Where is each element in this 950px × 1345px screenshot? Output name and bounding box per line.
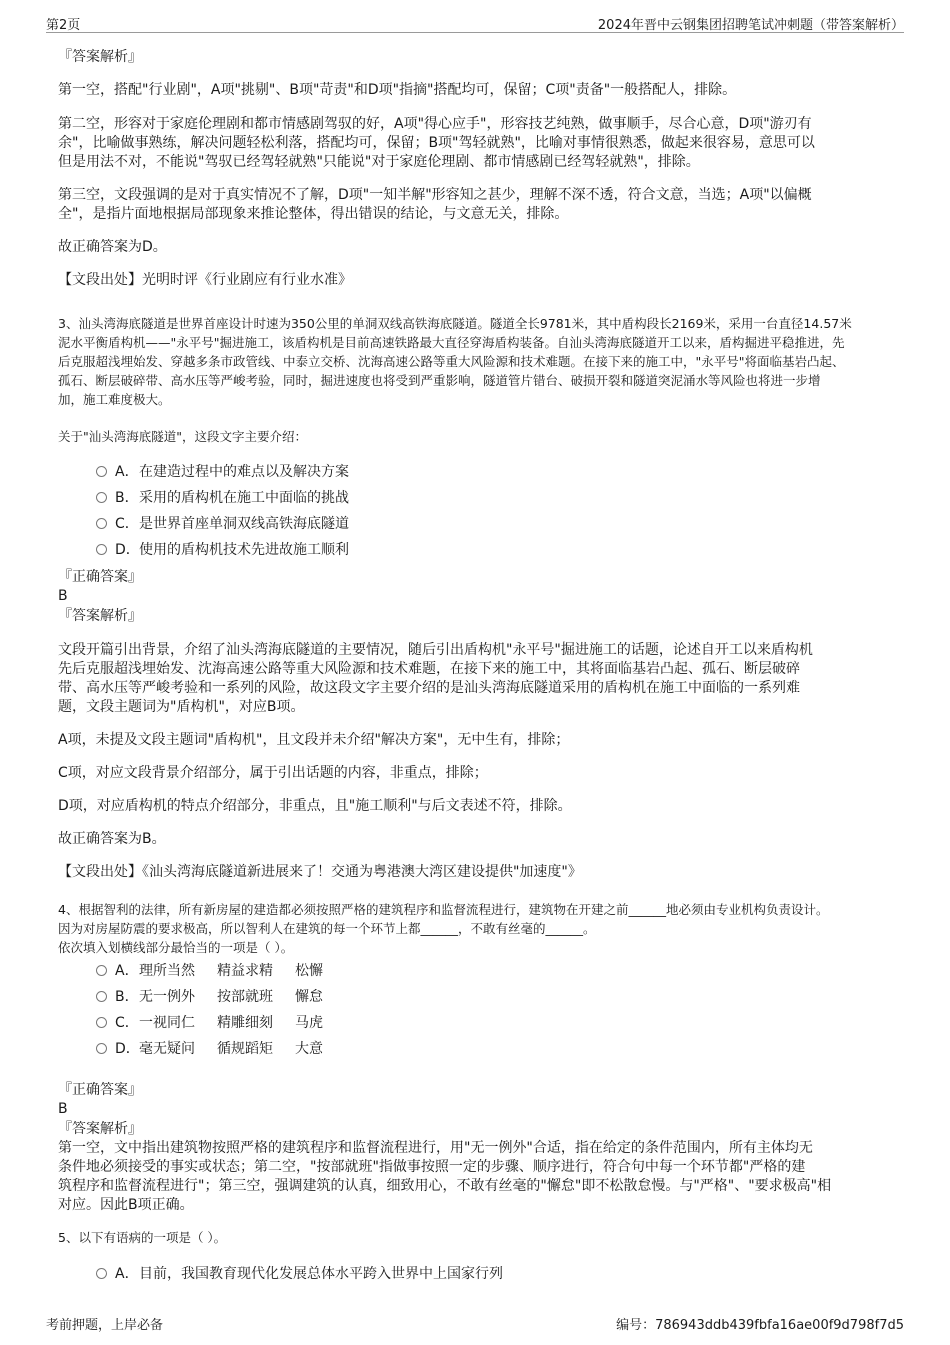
radio-icon[interactable] [96, 991, 107, 1002]
question-stem: 4、根据智利的法律，所有新房屋的建造都必须按照严格的建筑程序和监督流程进行，建筑物在开建之前______地必须由专业机构负责设计。 [58, 902, 829, 917]
analysis-paragraph: 文段开篇引出背景，介绍了汕头湾海底隧道的主要情况，随后引出盾构机"永平号"掘进施工的话题，论述自开工以来盾构机 [58, 642, 813, 658]
option-b[interactable]: B．采用的盾构机在施工中面临的挑战 [96, 489, 349, 508]
analysis-paragraph: 第一空，搭配"行业剧"，A项"挑剔"、B项"苛责"和D项"指摘"搭配均可，保留；C项"责备"一般搭配人，排除。 [58, 82, 737, 98]
radio-icon[interactable] [96, 544, 107, 555]
question-prompt: 依次填入划横线部分最恰当的一项是（ ）。 [58, 940, 294, 955]
analysis-paragraph: 条件地必须接受的事实或状态；第二空，"按部就班"指做事按照一定的步骤、顺序进行，符合句中每一个环节都"严格的建 [58, 1159, 806, 1175]
analysis-paragraph: 筑程序和监督流程进行"；第三空，强调建筑的认真，细致用心，不敢有丝毫的"懈怠"即不松散怠慢。与"严格"、"要求极高"相 [58, 1178, 832, 1194]
question-stem: 泥水平衡盾构机——"永平号"掘进施工，该盾构机是目前高速铁路最大直径穿海盾构装备。自汕头湾海底隧道开工以来，盾构掘进平稳推进，先 [58, 335, 845, 350]
analysis-paragraph: D项，对应盾构机的特点介绍部分，非重点，且"施工顺利"与后文表述不符，排除。 [58, 798, 572, 814]
question-stem: 加，施工难度极大。 [58, 392, 171, 407]
analysis-paragraph: A项，未提及文段主题词"盾构机"，且文段并未介绍"解决方案"，无中生有，排除； [58, 732, 570, 748]
answer-conclusion: 故正确答案为B。 [58, 831, 166, 847]
analysis-label: 『答案解析』 [58, 1121, 142, 1137]
question-stem: 孤石、断层破碎带、高水压等严峻考验，同时，掘进速度也将受到严重影响，隧道管片错台、破损开裂和隧道突泥涌水等风险也将进一步增 [58, 373, 821, 388]
option-c[interactable]: C．一视同仁 精雕细刻 马虎 [96, 1014, 323, 1033]
analysis-paragraph: 第一空，文中指出建筑物按照严格的建筑程序和监督流程进行，用"无一例外"合适，指在给定的条件范围内，所有主体均无 [58, 1140, 813, 1156]
analysis-paragraph: 第三空，文段强调的是对于真实情况不了解，D项"一知半解"形容知之甚少，理解不深不透，符合文意，当选；A项"以偏概 [58, 187, 812, 203]
radio-icon[interactable] [96, 965, 107, 976]
radio-icon[interactable] [96, 518, 107, 529]
footer-slogan: 考前押题，上岸必备 [46, 1318, 164, 1333]
option-a[interactable]: A．理所当然 精益求精 松懈 [96, 962, 323, 981]
analysis-paragraph: 余"，比喻做事熟练，解决问题轻松利落，搭配均可，保留；B项"驾轻就熟"，比喻对事情很熟悉，做起来很容易，意思可以 [58, 135, 815, 151]
source-citation: 【文段出处】《汕头湾海底隧道新进展来了！交通为粤港澳大湾区建设提供"加速度"》 [58, 864, 582, 880]
option-d[interactable]: D．使用的盾构机技术先进故施工顺利 [96, 541, 349, 560]
page-number: 第2页 [46, 18, 81, 33]
analysis-paragraph: 第二空，形容对于家庭伦理剧和都市情感剧驾驭的好，A项"得心应手"，形容技艺纯熟，做事顺手，尽合心意，D项"游刃有 [58, 116, 812, 132]
analysis-paragraph: C项，对应文段背景介绍部分，属于引出话题的内容，非重点，排除； [58, 765, 488, 781]
correct-answer-label: 『正确答案』 [58, 569, 142, 585]
radio-icon[interactable] [96, 492, 107, 503]
analysis-paragraph: 先后克服超浅埋始发、沈海高速公路等重大风险源和技术难题，在接下来的施工中，其将面临基岩凸起、孤石、断层破碎 [58, 661, 800, 677]
answer-conclusion: 故正确答案为D。 [58, 239, 167, 255]
question-stem: 5、以下有语病的一项是（ ）。 [58, 1230, 227, 1245]
radio-icon[interactable] [96, 1043, 107, 1054]
question-stem: 因为对房屋防震的要求极高，所以智利人在建筑的每一个环节上都______，不敢有丝毫的______。 [58, 921, 596, 936]
correct-answer: B [58, 588, 68, 604]
correct-answer: B [58, 1101, 68, 1117]
analysis-label: 『答案解析』 [58, 49, 142, 65]
option-d[interactable]: D．毫无疑问 循规蹈矩 大意 [96, 1040, 323, 1059]
document-id: 编号：786943ddb439fbfa16ae00f9d798f7d5 [616, 1318, 904, 1333]
source-citation: 【文段出处】光明时评《行业剧应有行业水准》 [58, 272, 352, 288]
analysis-paragraph: 但是用法不对，不能说"驾驭已经驾轻就熟"只能说"对于家庭伦理剧、都市情感剧已经驾轻就熟"，排除。 [58, 154, 700, 170]
analysis-label: 『答案解析』 [58, 608, 142, 624]
question-stem: 后克服超浅埋始发、穿越多条市政管线、中泰立交桥、沈海高速公路等重大风险源和技术难题。在接下来的施工中，"永平号"将面临基岩凸起、 [58, 354, 845, 369]
correct-answer-label: 『正确答案』 [58, 1082, 142, 1098]
analysis-paragraph: 对应。因此B项正确。 [58, 1197, 194, 1213]
option-a[interactable]: A．目前，我国教育现代化发展总体水平跨入世界中上国家行列 [96, 1265, 503, 1284]
radio-icon[interactable] [96, 1268, 107, 1279]
option-a[interactable]: A．在建造过程中的难点以及解决方案 [96, 463, 349, 482]
analysis-paragraph: 带、高水压等严峻考验和一系列的风险，故这段文字主要介绍的是汕头湾海底隧道采用的盾构机在施工中面临的一系列难 [58, 680, 800, 696]
document-title: 2024年晋中云钢集团招聘笔试冲刺题（带答案解析） [597, 18, 904, 33]
analysis-paragraph: 全"，是指片面地根据局部现象来推论整体，得出错误的结论，与文意无关，排除。 [58, 206, 569, 222]
page-header [46, 10, 904, 33]
option-b[interactable]: B．无一例外 按部就班 懈怠 [96, 988, 323, 1007]
option-c[interactable]: C．是世界首座单洞双线高铁海底隧道 [96, 515, 349, 534]
analysis-paragraph: 题，文段主题词为"盾构机"，对应B项。 [58, 699, 305, 715]
question-prompt: 关于"汕头湾海底隧道"，这段文字主要介绍： [58, 429, 307, 444]
question-stem: 3、汕头湾海底隧道是世界首座设计时速为350公里的单洞双线高铁海底隧道。隧道全长9781米，其中盾构段长2169米，采用一台直径14.57米 [58, 316, 852, 331]
radio-icon[interactable] [96, 466, 107, 477]
radio-icon[interactable] [96, 1017, 107, 1028]
